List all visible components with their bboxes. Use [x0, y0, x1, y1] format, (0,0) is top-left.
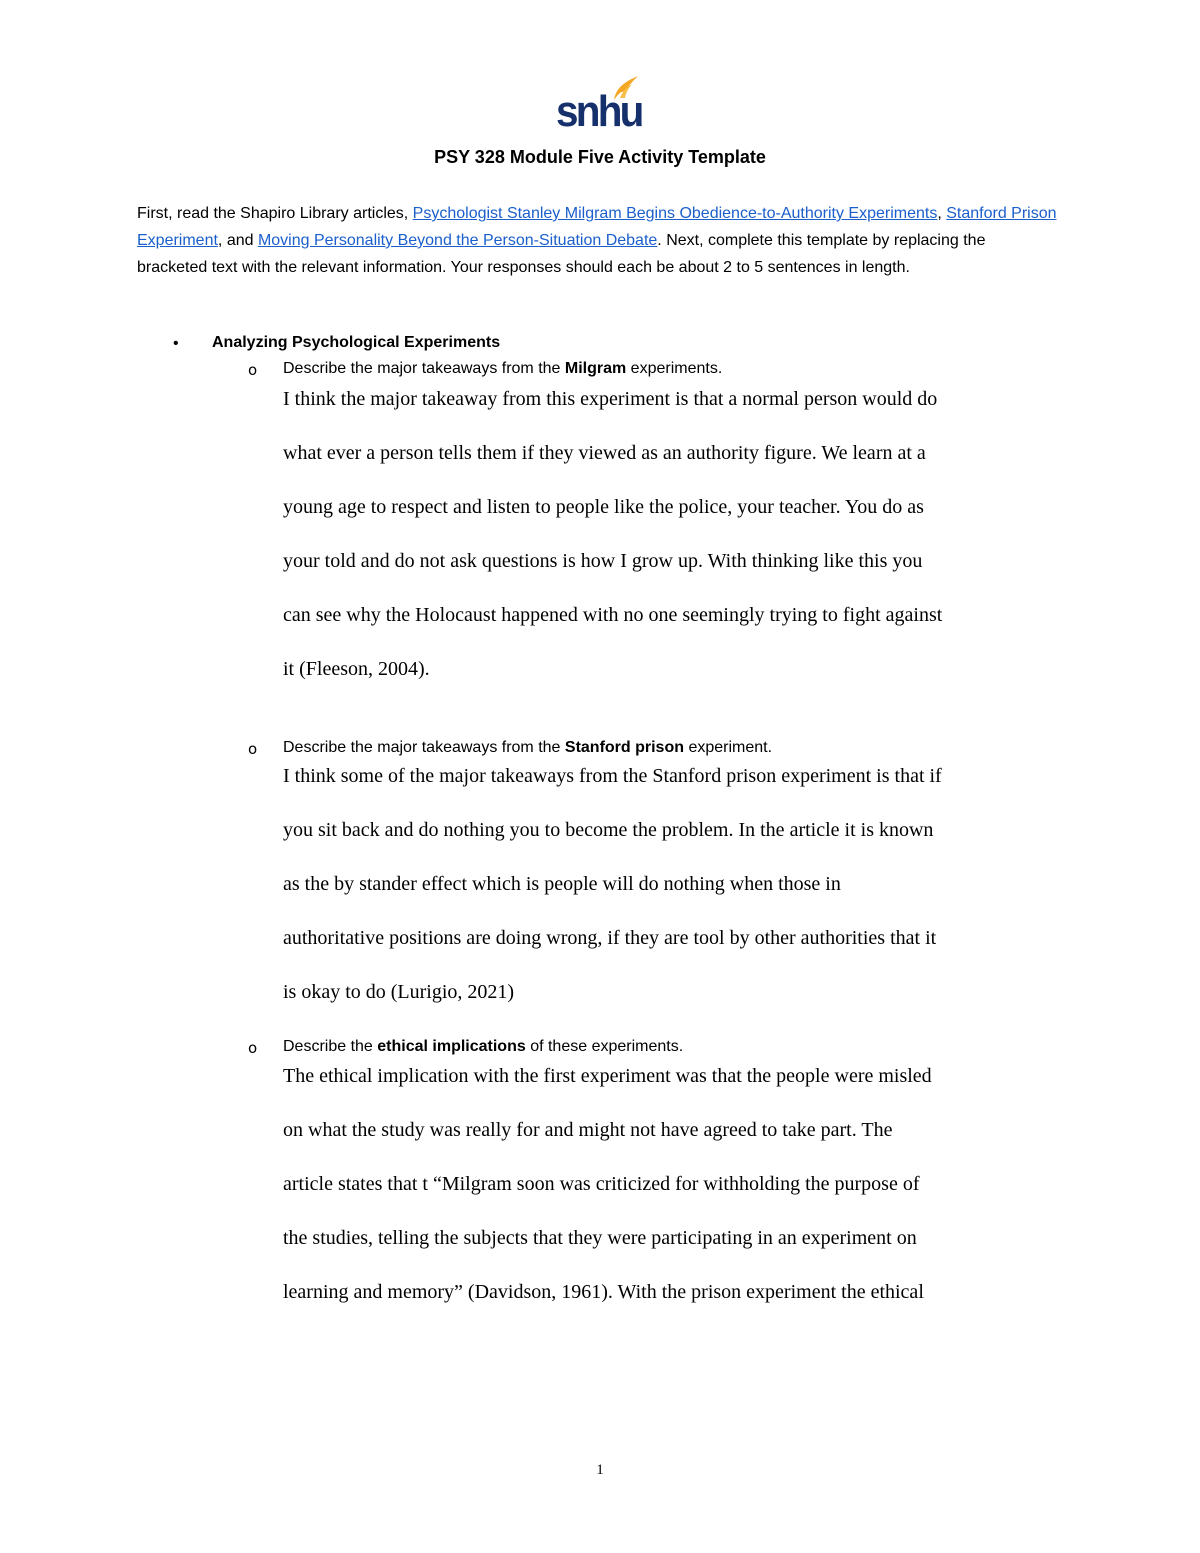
intro-paragraph	[137, 200, 1057, 281]
answer-line: I think some of the major takeaways from the Stanford prison experiment is that if	[283, 765, 942, 787]
question-text: experiment.	[684, 739, 773, 756]
sub-bullet-icon: o	[248, 361, 258, 379]
stanford-article-link[interactable]: Stanford Prison Experiment	[137, 205, 1057, 249]
answer-line: on what the study was really for and might not have agreed to take part. The	[283, 1119, 893, 1141]
document-title: PSY 328 Module Five Activity Template	[434, 147, 766, 167]
answer-line: The ethical implication with the first experiment was that the people were misled	[283, 1065, 932, 1087]
answer-line: article states that t “Milgram soon was criticized for withholding the purpose of	[283, 1173, 920, 1195]
answer-line: authoritative positions are doing wrong, if they are tool by other authorities that it	[283, 927, 937, 949]
answer-line: your told and do not ask questions is how I grow up. With thinking like this you	[283, 550, 923, 572]
milgram-article-link[interactable]: Psychologist Stanley Milgram Begins Obedience-to-Authority Experiments	[412, 205, 938, 222]
question-text: Describe the major takeaways from the	[283, 739, 565, 756]
sub-bullet-icon: o	[248, 740, 258, 758]
intro-sep1: ,	[937, 205, 947, 222]
section-heading: Analyzing Psychological Experiments	[212, 334, 501, 351]
answer-line: is okay to do (Lurigio, 2021)	[283, 981, 515, 1003]
answer-line: I think the major takeaway from this experiment is that a normal person would do	[283, 388, 938, 410]
answer-line: can see why the Holocaust happened with no one seemingly trying to fight against	[283, 604, 943, 626]
bullet-icon: •	[173, 335, 179, 352]
intro-suffix: . Next, complete this template by replacing the bracketed text with the relevant information. Your responses should each be about 2 to 5 sentences in length.	[137, 232, 986, 276]
page-number: 1	[596, 1462, 604, 1478]
intro-sep2: , and	[217, 232, 258, 249]
answer-line: what ever a person tells them if they viewed as an authority figure. We learn at a	[283, 442, 926, 464]
question-emphasis: ethical implications	[377, 1038, 526, 1055]
personality-article-link[interactable]: Moving Personality Beyond the Person-Situation Debate	[257, 232, 658, 249]
question-emphasis: Milgram	[564, 360, 627, 377]
snhu-logo	[552, 74, 642, 134]
question-text: Describe the major takeaways from the	[283, 360, 565, 377]
answer-line: you sit back and do nothing you to become the problem. In the article it is known	[283, 819, 934, 841]
question-text: experiments.	[626, 360, 723, 377]
answer-line: young age to respect and listen to people like the police, your teacher. You do as	[283, 496, 924, 518]
answer-milgram	[283, 372, 1073, 696]
answer-line: it (Fleeson, 2004).	[283, 658, 430, 680]
answer-stanford	[283, 749, 1073, 1019]
answer-line: the studies, telling the subjects that they were participating in an experiment on	[283, 1227, 917, 1249]
sub-bullet-icon: o	[248, 1039, 258, 1057]
answer-ethics	[283, 1049, 1073, 1319]
logo-wordmark: snhu	[556, 87, 642, 136]
intro-prefix: First, read the Shapiro Library articles,	[137, 205, 413, 222]
answer-line: as the by stander effect which is people will do nothing when those in	[283, 873, 841, 895]
question-text: Describe the	[283, 1038, 378, 1055]
question-text: of these experiments.	[525, 1038, 684, 1055]
answer-line: learning and memory” (Davidson, 1961). With the prison experiment the ethical	[283, 1281, 924, 1303]
question-emphasis: Stanford prison	[564, 739, 684, 756]
